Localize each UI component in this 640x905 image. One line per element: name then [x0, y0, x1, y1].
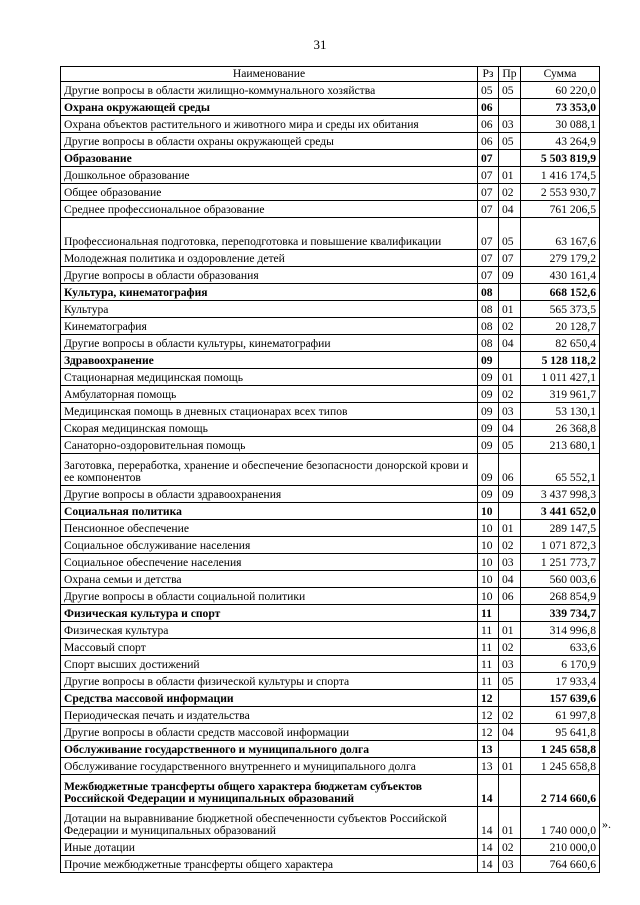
table-row: [61, 571, 600, 588]
row-sum-cell: 565 373,5: [521, 301, 600, 318]
row-pr-cell: 06: [499, 588, 521, 605]
row-rz-cell: 14: [478, 839, 499, 856]
row-rz-cell: 14: [478, 856, 499, 873]
row-pr-cell: [499, 284, 521, 301]
row-sum-cell: 1 740 000,0: [521, 807, 600, 839]
row-sum-cell: 5 128 118,2: [521, 352, 600, 369]
row-rz-cell: 11: [478, 605, 499, 622]
table-row: [61, 707, 600, 724]
row-rz-cell: 09: [478, 386, 499, 403]
row-name-cell: Другие вопросы в области жилищно-коммунального хозяйства: [61, 82, 478, 99]
table-row: [61, 201, 600, 218]
table-row: [61, 301, 600, 318]
row-rz-cell: 07: [478, 250, 499, 267]
table-row: [61, 758, 600, 775]
row-pr-cell: 05: [499, 437, 521, 454]
row-name-cell: Среднее профессиональное образование: [61, 201, 478, 218]
header-rz: Рз: [478, 67, 499, 82]
row-name-cell: Другие вопросы в области охраны окружающей среды: [61, 133, 478, 150]
row-pr-cell: 02: [499, 386, 521, 403]
row-sum-cell: 53 130,1: [521, 403, 600, 420]
row-rz-cell: 06: [478, 116, 499, 133]
row-pr-cell: 01: [499, 758, 521, 775]
row-pr-cell: 03: [499, 403, 521, 420]
row-pr-cell: 04: [499, 420, 521, 437]
table-row: [61, 218, 600, 250]
row-rz-cell: 08: [478, 335, 499, 352]
row-name-cell: Средства массовой информации: [61, 690, 478, 707]
row-name-cell: Кинематография: [61, 318, 478, 335]
row-name-cell: Стационарная медицинская помощь: [61, 369, 478, 386]
table-row: [61, 639, 600, 656]
row-pr-cell: 01: [499, 369, 521, 386]
row-sum-cell: 26 368,8: [521, 420, 600, 437]
row-sum-cell: 268 854,9: [521, 588, 600, 605]
row-name-cell: Дошкольное образование: [61, 167, 478, 184]
row-sum-cell: 213 680,1: [521, 437, 600, 454]
row-name-cell: Социальное обеспечение населения: [61, 554, 478, 571]
row-name-cell: Другие вопросы в области средств массовой информации: [61, 724, 478, 741]
row-pr-cell: [499, 690, 521, 707]
closing-quote: ».: [602, 817, 611, 831]
row-pr-cell: 04: [499, 724, 521, 741]
row-sum-cell: 60 220,0: [521, 82, 600, 99]
row-rz-cell: 07: [478, 184, 499, 201]
row-sum-cell: 210 000,0: [521, 839, 600, 856]
row-rz-cell: 09: [478, 454, 499, 486]
row-pr-cell: [499, 503, 521, 520]
row-sum-cell: 633,6: [521, 639, 600, 656]
table-body: [61, 82, 600, 873]
row-rz-cell: 09: [478, 369, 499, 386]
row-name-cell: Общее образование: [61, 184, 478, 201]
row-pr-cell: [499, 605, 521, 622]
row-rz-cell: 08: [478, 284, 499, 301]
row-pr-cell: 05: [499, 218, 521, 250]
page-number: 31: [313, 37, 327, 52]
row-name-cell: Дотации на выравнивание бюджетной обеспеченности субъектов Российской Федерации и муниципальных образований: [61, 807, 478, 839]
table-row: [61, 352, 600, 369]
row-name-cell: Охрана объектов растительного и животного мира и среды их обитания: [61, 116, 478, 133]
row-pr-cell: 02: [499, 537, 521, 554]
row-sum-cell: 668 152,6: [521, 284, 600, 301]
table-row: [61, 454, 600, 486]
table-row: [61, 622, 600, 639]
table-row: [61, 503, 600, 520]
row-sum-cell: 430 161,4: [521, 267, 600, 284]
row-name-cell: Культура: [61, 301, 478, 318]
row-rz-cell: 08: [478, 318, 499, 335]
row-sum-cell: 43 264,9: [521, 133, 600, 150]
row-pr-cell: 07: [499, 250, 521, 267]
row-rz-cell: 07: [478, 201, 499, 218]
row-rz-cell: 07: [478, 150, 499, 167]
table-row: [61, 724, 600, 741]
row-name-cell: Молодежная политика и оздоровление детей: [61, 250, 478, 267]
row-rz-cell: 09: [478, 352, 499, 369]
budget-table: [60, 66, 600, 873]
row-name-cell: Спорт высших достижений: [61, 656, 478, 673]
row-rz-cell: 12: [478, 724, 499, 741]
row-sum-cell: 2 714 660,6: [521, 775, 600, 807]
row-name-cell: Иные дотации: [61, 839, 478, 856]
row-rz-cell: 11: [478, 673, 499, 690]
table-row: [61, 369, 600, 386]
table-row: [61, 133, 600, 150]
row-pr-cell: 09: [499, 267, 521, 284]
row-sum-cell: 1 011 427,1: [521, 369, 600, 386]
row-sum-cell: 61 997,8: [521, 707, 600, 724]
row-pr-cell: 03: [499, 116, 521, 133]
table-row: [61, 656, 600, 673]
row-pr-cell: 04: [499, 571, 521, 588]
row-name-cell: Социальная политика: [61, 503, 478, 520]
row-rz-cell: 12: [478, 690, 499, 707]
row-sum-cell: 2 553 930,7: [521, 184, 600, 201]
row-name-cell: Санаторно-оздоровительная помощь: [61, 437, 478, 454]
table-row: [61, 554, 600, 571]
row-sum-cell: 1 416 174,5: [521, 167, 600, 184]
row-rz-cell: 10: [478, 537, 499, 554]
table-row: [61, 605, 600, 622]
row-pr-cell: 03: [499, 554, 521, 571]
row-rz-cell: 07: [478, 218, 499, 250]
row-sum-cell: 95 641,8: [521, 724, 600, 741]
table-row: [61, 284, 600, 301]
row-pr-cell: 02: [499, 184, 521, 201]
row-sum-cell: 1 245 658,8: [521, 741, 600, 758]
row-sum-cell: 6 170,9: [521, 656, 600, 673]
row-rz-cell: 09: [478, 486, 499, 503]
table-row: [61, 116, 600, 133]
row-rz-cell: 09: [478, 403, 499, 420]
row-sum-cell: 73 353,0: [521, 99, 600, 116]
table-row: [61, 537, 600, 554]
row-pr-cell: 05: [499, 133, 521, 150]
row-name-cell: Социальное обслуживание населения: [61, 537, 478, 554]
row-rz-cell: 14: [478, 775, 499, 807]
row-rz-cell: 14: [478, 807, 499, 839]
table-row: [61, 335, 600, 352]
row-rz-cell: 10: [478, 503, 499, 520]
row-rz-cell: 11: [478, 656, 499, 673]
row-name-cell: Другие вопросы в области социальной политики: [61, 588, 478, 605]
table-row: [61, 167, 600, 184]
table-row: [61, 267, 600, 284]
row-pr-cell: 01: [499, 167, 521, 184]
row-name-cell: Скорая медицинская помощь: [61, 420, 478, 437]
row-pr-cell: 01: [499, 622, 521, 639]
row-rz-cell: 10: [478, 554, 499, 571]
row-name-cell: Физическая культура и спорт: [61, 605, 478, 622]
row-name-cell: Образование: [61, 150, 478, 167]
row-pr-cell: 01: [499, 807, 521, 839]
row-pr-cell: [499, 775, 521, 807]
table-row: [61, 386, 600, 403]
row-pr-cell: 01: [499, 520, 521, 537]
row-pr-cell: [499, 150, 521, 167]
row-pr-cell: 04: [499, 335, 521, 352]
table-row: [61, 775, 600, 807]
row-name-cell: Физическая культура: [61, 622, 478, 639]
row-sum-cell: 63 167,6: [521, 218, 600, 250]
row-pr-cell: 04: [499, 201, 521, 218]
table-row: [61, 690, 600, 707]
row-rz-cell: 13: [478, 758, 499, 775]
row-name-cell: Другие вопросы в области культуры, кинематографии: [61, 335, 478, 352]
row-rz-cell: 12: [478, 707, 499, 724]
row-rz-cell: 13: [478, 741, 499, 758]
row-name-cell: Обслуживание государственного внутреннего и муниципального долга: [61, 758, 478, 775]
row-pr-cell: 01: [499, 301, 521, 318]
row-rz-cell: 11: [478, 639, 499, 656]
row-name-cell: Амбулаторная помощь: [61, 386, 478, 403]
header-sum: Сумма: [521, 67, 600, 82]
row-name-cell: Пенсионное обеспечение: [61, 520, 478, 537]
table-header-row: [61, 67, 600, 82]
row-rz-cell: 06: [478, 133, 499, 150]
row-rz-cell: 08: [478, 301, 499, 318]
row-pr-cell: 05: [499, 673, 521, 690]
row-name-cell: Массовый спорт: [61, 639, 478, 656]
row-name-cell: Другие вопросы в области здравоохранения: [61, 486, 478, 503]
row-name-cell: Периодическая печать и издательства: [61, 707, 478, 724]
row-sum-cell: 82 650,4: [521, 335, 600, 352]
row-sum-cell: 1 071 872,3: [521, 537, 600, 554]
row-pr-cell: 02: [499, 318, 521, 335]
row-sum-cell: 157 639,6: [521, 690, 600, 707]
table-row: [61, 150, 600, 167]
table-row: [61, 420, 600, 437]
row-pr-cell: 03: [499, 656, 521, 673]
row-sum-cell: 5 503 819,9: [521, 150, 600, 167]
row-sum-cell: 560 003,6: [521, 571, 600, 588]
row-pr-cell: 02: [499, 707, 521, 724]
row-name-cell: Медицинская помощь в дневных стационарах всех типов: [61, 403, 478, 420]
row-rz-cell: 10: [478, 588, 499, 605]
row-rz-cell: 10: [478, 520, 499, 537]
row-sum-cell: 20 128,7: [521, 318, 600, 335]
table-row: [61, 839, 600, 856]
header-pr: Пр: [499, 67, 521, 82]
table-row: [61, 250, 600, 267]
row-name-cell: Охрана окружающей среды: [61, 99, 478, 116]
row-pr-cell: 06: [499, 454, 521, 486]
table-row: [61, 588, 600, 605]
table-row: [61, 673, 600, 690]
table-row: [61, 82, 600, 99]
row-sum-cell: 65 552,1: [521, 454, 600, 486]
row-rz-cell: 09: [478, 437, 499, 454]
row-name-cell: Охрана семьи и детства: [61, 571, 478, 588]
row-sum-cell: 319 961,7: [521, 386, 600, 403]
table-row: [61, 403, 600, 420]
row-pr-cell: [499, 741, 521, 758]
row-name-cell: Межбюджетные трансферты общего характера бюджетам субъектов Российской Федерации и муниципальных образований: [61, 775, 478, 807]
table-row: [61, 184, 600, 201]
row-sum-cell: 1 245 658,8: [521, 758, 600, 775]
table-row: [61, 99, 600, 116]
row-pr-cell: 02: [499, 839, 521, 856]
row-sum-cell: 761 206,5: [521, 201, 600, 218]
header-name: Наименование: [61, 67, 478, 82]
row-pr-cell: 02: [499, 639, 521, 656]
row-name-cell: Другие вопросы в области образования: [61, 267, 478, 284]
row-sum-cell: 764 660,6: [521, 856, 600, 873]
row-sum-cell: 3 437 998,3: [521, 486, 600, 503]
row-rz-cell: 05: [478, 82, 499, 99]
table-row: [61, 520, 600, 537]
row-sum-cell: 339 734,7: [521, 605, 600, 622]
row-pr-cell: 09: [499, 486, 521, 503]
row-rz-cell: 09: [478, 420, 499, 437]
row-pr-cell: 03: [499, 856, 521, 873]
row-pr-cell: [499, 352, 521, 369]
row-pr-cell: 05: [499, 82, 521, 99]
row-sum-cell: 314 996,8: [521, 622, 600, 639]
table-row: [61, 856, 600, 873]
table-row: [61, 437, 600, 454]
row-rz-cell: 07: [478, 267, 499, 284]
row-name-cell: Здравоохранение: [61, 352, 478, 369]
row-name-cell: Другие вопросы в области физической культуры и спорта: [61, 673, 478, 690]
row-sum-cell: 279 179,2: [521, 250, 600, 267]
row-name-cell: Культура, кинематография: [61, 284, 478, 301]
row-sum-cell: 17 933,4: [521, 673, 600, 690]
row-sum-cell: 3 441 652,0: [521, 503, 600, 520]
row-rz-cell: 06: [478, 99, 499, 116]
row-name-cell: Профессиональная подготовка, переподготовка и повышение квалификации: [61, 218, 478, 250]
table-row: [61, 807, 600, 839]
row-sum-cell: 1 251 773,7: [521, 554, 600, 571]
table-row: [61, 318, 600, 335]
row-rz-cell: 07: [478, 167, 499, 184]
row-name-cell: Обслуживание государственного и муниципального долга: [61, 741, 478, 758]
row-pr-cell: [499, 99, 521, 116]
row-name-cell: Прочие межбюджетные трансферты общего характера: [61, 856, 478, 873]
row-sum-cell: 289 147,5: [521, 520, 600, 537]
row-sum-cell: 30 088,1: [521, 116, 600, 133]
row-name-cell: Заготовка, переработка, хранение и обеспечение безопасности донорской крови и ее компонентов: [61, 454, 478, 486]
row-rz-cell: 10: [478, 571, 499, 588]
row-rz-cell: 11: [478, 622, 499, 639]
table-row: [61, 486, 600, 503]
table-row: [61, 741, 600, 758]
